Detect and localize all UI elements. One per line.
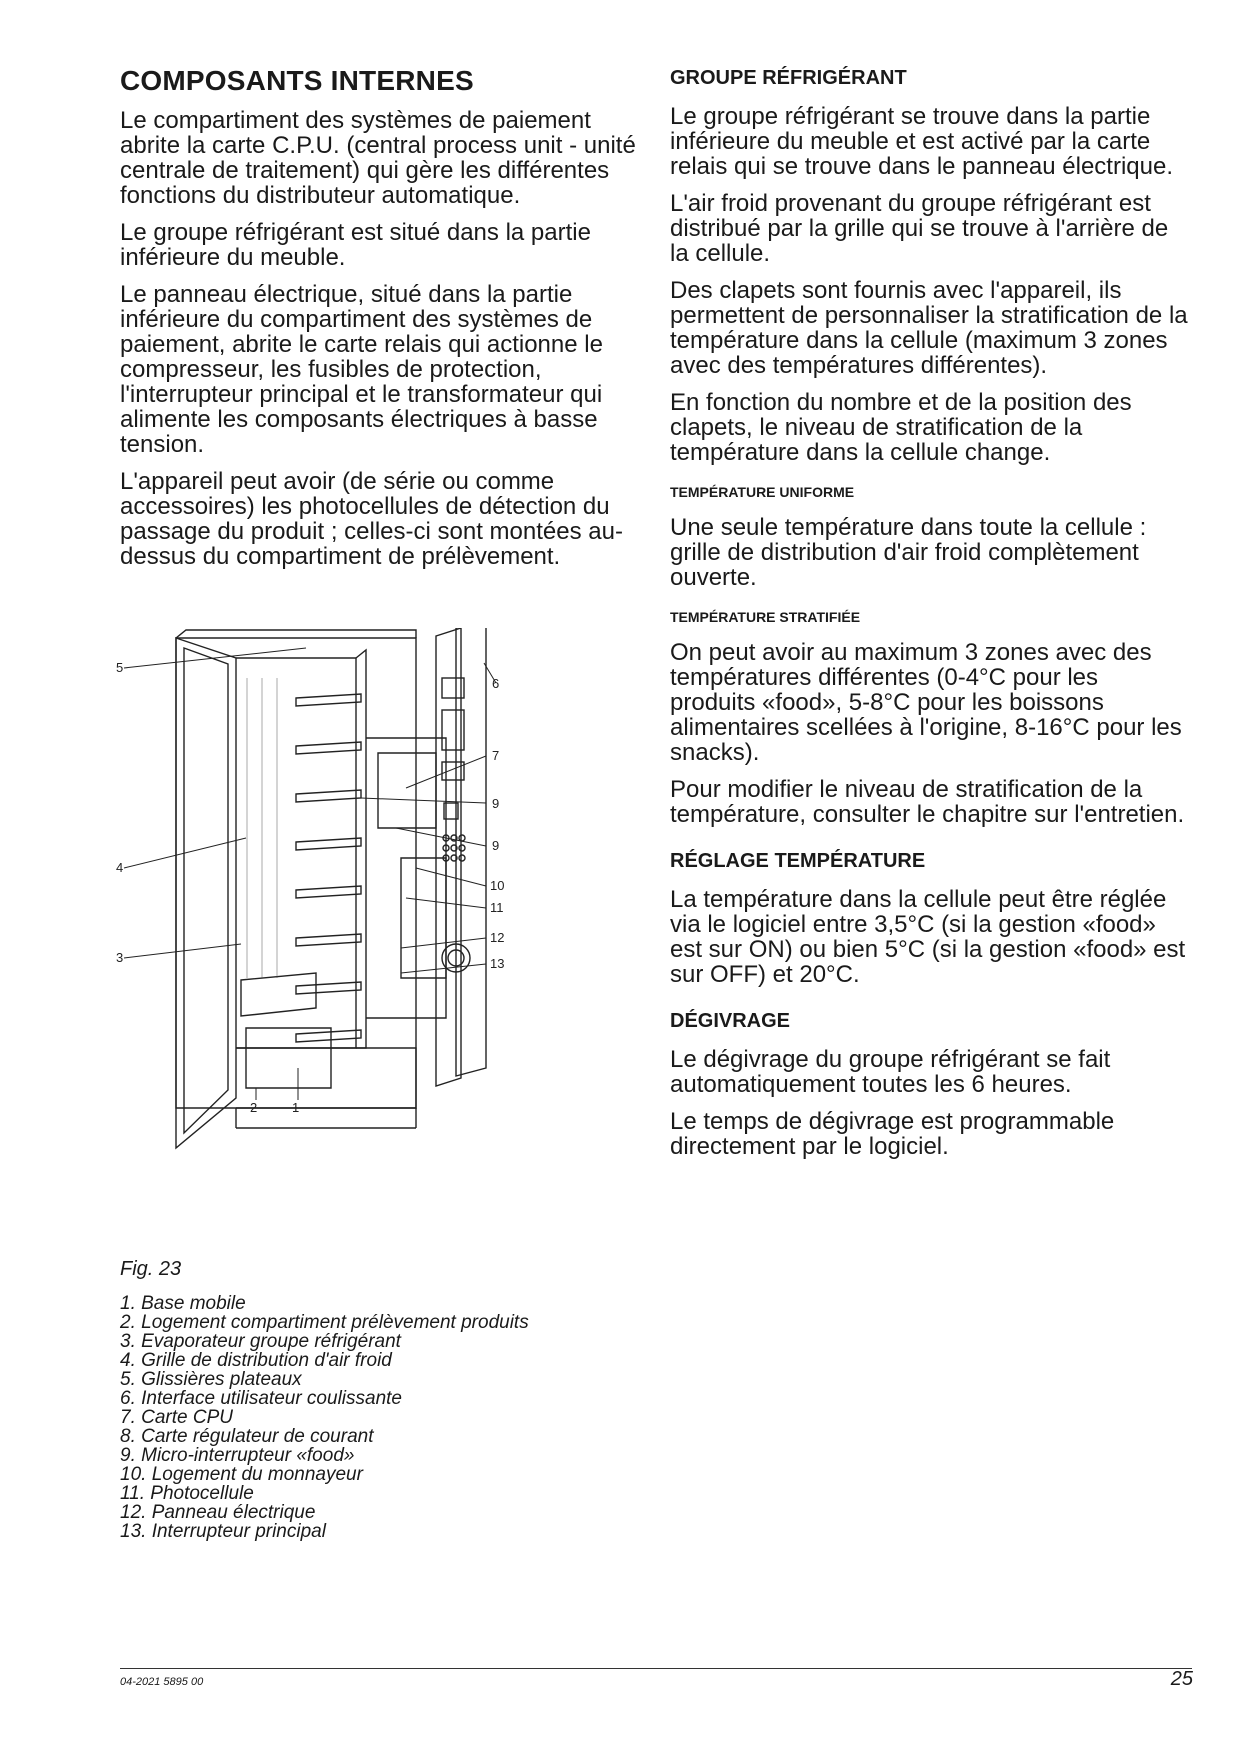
evaporator xyxy=(241,973,316,1016)
legend-item: 6. Interface utilisateur coulissante xyxy=(120,1388,402,1409)
paragraph-uniforme: Une seule température dans toute la cellule : grille de distribution d'air froid complètement ouverte. xyxy=(670,514,1147,591)
fig-label-4: 4 xyxy=(116,860,124,875)
fig-label-3: 3 xyxy=(116,950,124,965)
fig-label-12: 12 xyxy=(490,930,505,945)
left-column xyxy=(120,64,640,581)
cabinet-door xyxy=(176,638,236,1148)
legend-item: 13. Interrupteur principal xyxy=(120,1521,326,1542)
fig-label-6: 6 xyxy=(492,676,500,691)
figure-legend xyxy=(120,1294,680,1541)
paragraph-payment-compartment: Le compartiment des systèmes de paiement abrite la carte C.P.U. (central process unit - unité centrale de traitement) qui gère les différentes fonctions du distributeur automatique. xyxy=(120,107,636,209)
page-number: 25 xyxy=(1170,1668,1193,1690)
fig-label-11: 11 xyxy=(490,900,504,915)
heading-temperature-stratifiee: TEMPÉRATURE STRATIFIÉE xyxy=(670,609,861,625)
heading-groupe-refrigerant: GROUPE RÉFRIGÉRANT xyxy=(670,67,907,89)
legend-item: 2. Logement compartiment prélèvement produits xyxy=(120,1312,529,1333)
legend-item: 4. Grille de distribution d'air froid xyxy=(120,1350,392,1371)
paragraph-refrigeration-unit: Le groupe réfrigérant est situé dans la partie inférieure du meuble. xyxy=(120,219,591,271)
paragraph-stratifiee-2: Pour modifier le niveau de stratification de la température, consulter le chapitre sur l'entretien. xyxy=(670,776,1185,828)
paragraph-groupe-3: Des clapets sont fournis avec l'appareil, ils permettent de personnaliser la stratification de la température dans la cellule (maximum 3 zones avec des températures différentes). xyxy=(670,277,1188,379)
paragraph-groupe-2: L'air froid provenant du groupe réfrigérant est distribué par la grille qui se trouve à l'arrière de la cellule. xyxy=(670,190,1169,267)
shelf-glides xyxy=(296,694,361,1042)
paragraph-stratifiee-1: On peut avoir au maximum 3 zones avec des températures différentes (0-4°C pour les produits «food», 5-8°C pour les boissons alimentaires scellées à l'origine, 8-16°C pour les snacks). xyxy=(670,639,1182,766)
fig-label-2: 2 xyxy=(250,1100,258,1115)
vending-machine-illustration xyxy=(116,628,596,1250)
fig-label-9b: 9 xyxy=(492,838,500,853)
legend-item: 3. Evaporateur groupe réfrigérant xyxy=(120,1331,401,1352)
heading-degivrage: DÉGIVRAGE xyxy=(670,1010,791,1032)
document-code: 04-2021 5895 00 xyxy=(120,1676,204,1688)
paragraph-photocells: L'appareil peut avoir (de série ou comme accessoires) les photocellules de détection du passage du produit ; celles-ci sont montées au-dessus du compartiment de prélèvement. xyxy=(120,468,623,570)
legend-item: 9. Micro-interrupteur «food» xyxy=(120,1445,355,1466)
figure-caption: Fig. 23 xyxy=(120,1258,182,1280)
paragraph-groupe-4: En fonction du nombre et de la position des clapets, le niveau de stratification de la température dans la cellule change. xyxy=(670,389,1132,466)
legend-item: 7. Carte CPU xyxy=(120,1407,233,1428)
paragraph-electrical-panel: Le panneau électrique, situé dans la partie inférieure du compartiment des systèmes de paiement, abrite le carte relais qui actionne le compresseur, les fusibles de protection, l'interrupteur principal et le transformateur qui alimente les composants électriques à basse tension. xyxy=(120,281,603,458)
legend-item: 8. Carte régulateur de courant xyxy=(120,1426,374,1447)
vending-machine-figure xyxy=(116,628,596,1250)
paragraph-degivrage-1: Le dégivrage du groupe réfrigérant se fait automatiquement toutes les 6 heures. xyxy=(670,1046,1111,1098)
fig-label-10: 10 xyxy=(490,878,505,893)
legend-item: 10. Logement du monnayeur xyxy=(120,1464,363,1485)
paragraph-degivrage-2: Le temps de dégivrage est programmable directement par le logiciel. xyxy=(670,1108,1115,1160)
paragraph-reglage: La température dans la cellule peut être réglée via le logiciel entre 3,5°C (si la gestion «food» est sur ON) ou bien 5°C (si la gestion «food» est sur OFF) et 20°C. xyxy=(670,886,1186,988)
footer-rule xyxy=(120,1668,1192,1669)
legend-item: 1. Base mobile xyxy=(120,1293,246,1314)
page-title: COMPOSANTS INTERNES xyxy=(120,65,474,96)
fig-label-13: 13 xyxy=(490,956,505,971)
fig-label-9a: 9 xyxy=(492,796,500,811)
compressor-unit xyxy=(246,1028,331,1088)
legend-item: 5. Glissières plateaux xyxy=(120,1369,302,1390)
right-column xyxy=(670,66,1190,1171)
fig-label-5: 5 xyxy=(116,660,124,675)
paragraph-groupe-1: Le groupe réfrigérant se trouve dans la partie inférieure du meuble et est activé par la carte relais qui se trouve dans le panneau électrique. xyxy=(670,103,1173,180)
cold-air-grille xyxy=(246,678,278,978)
fig-label-7: 7 xyxy=(492,748,500,763)
fig-label-1: 1 xyxy=(292,1100,300,1115)
legend-item: 11. Photocellule xyxy=(120,1483,254,1504)
heading-temperature-uniforme: TEMPÉRATURE UNIFORME xyxy=(670,484,855,500)
legend-item: 12. Panneau électrique xyxy=(120,1502,316,1523)
heading-reglage-temperature: RÉGLAGE TEMPÉRATURE xyxy=(670,850,926,872)
